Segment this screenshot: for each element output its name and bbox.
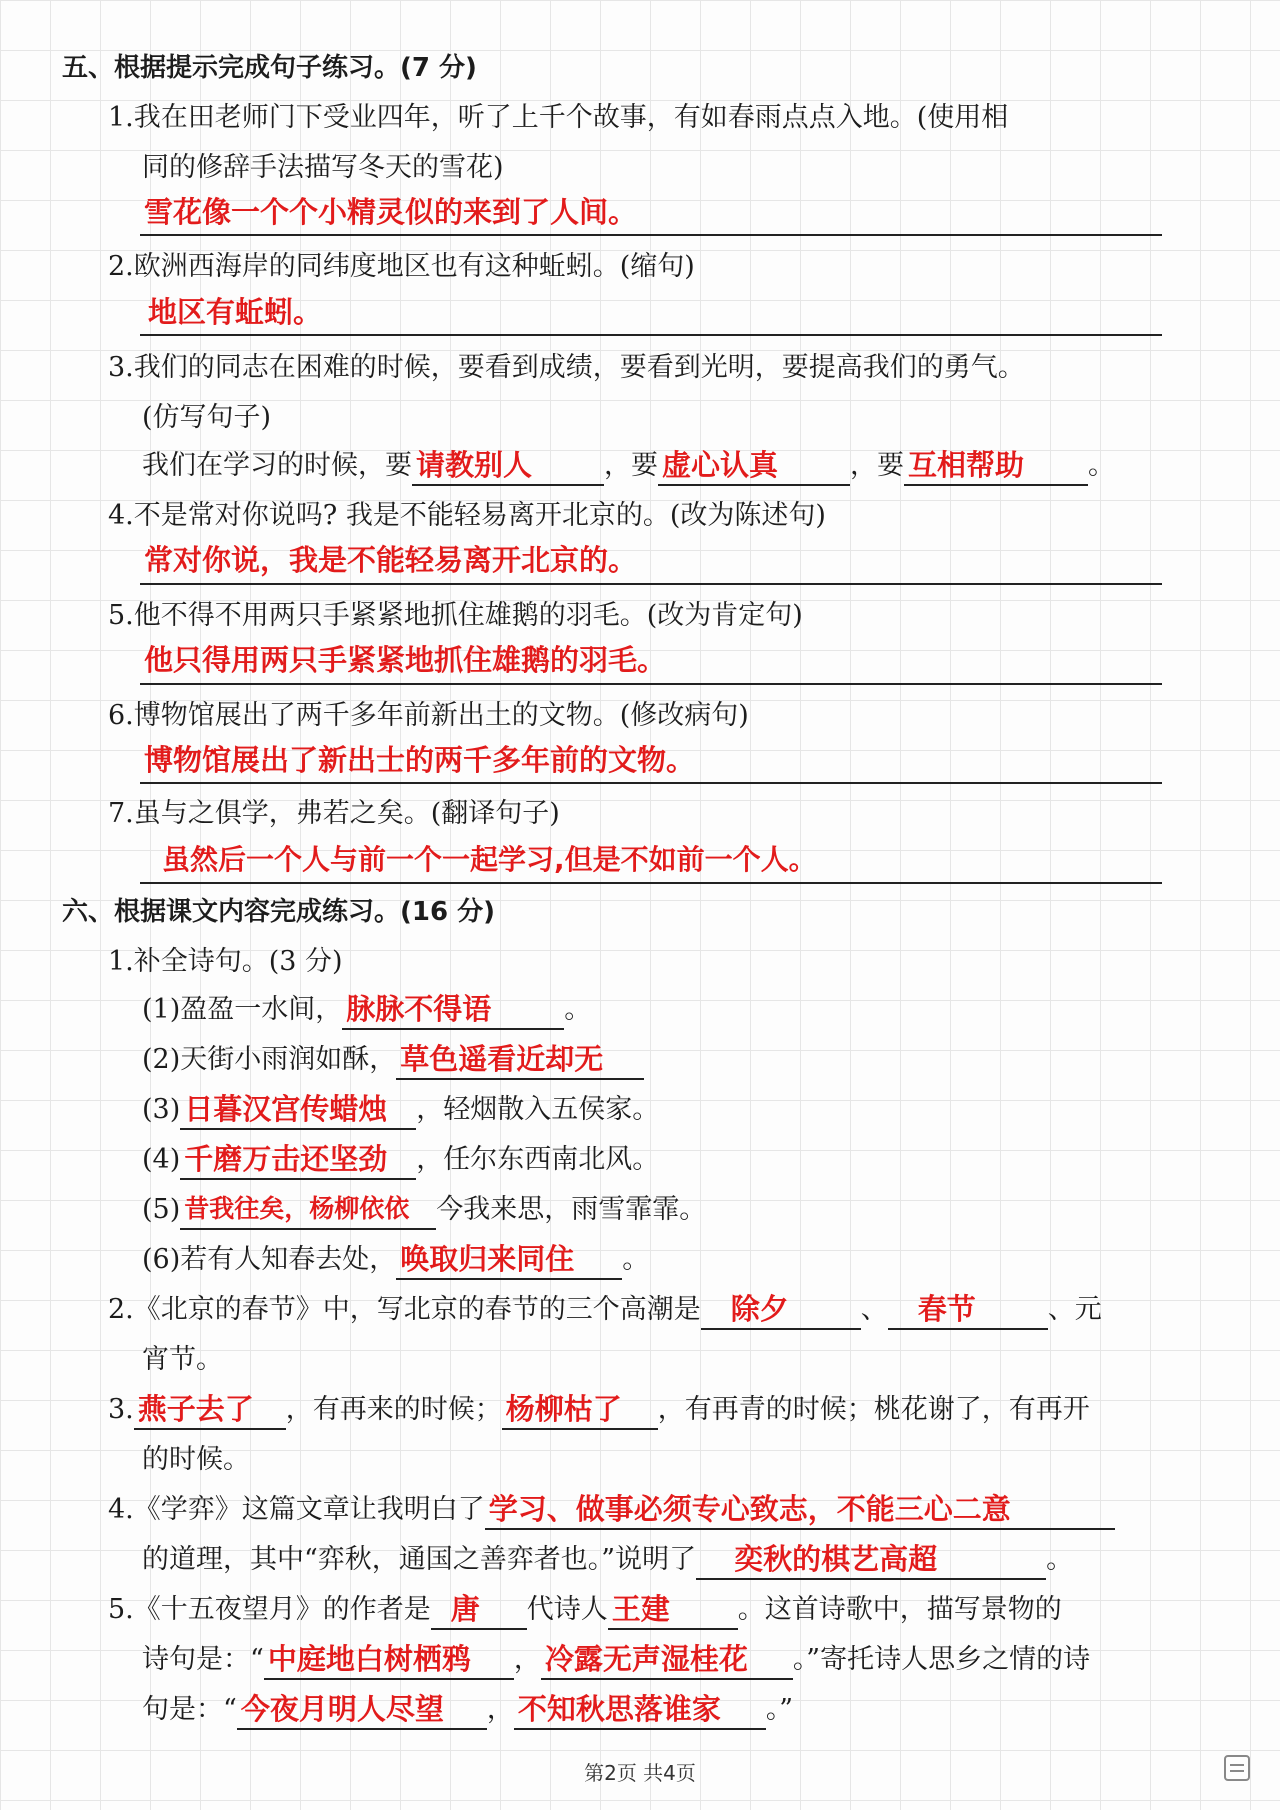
q6-5-line-3: 句是：“ 今夜月明人尽望 ， 不知秋思落谁家 。”: [142, 1690, 793, 1730]
poem-4-blank: 千磨万击还坚劲: [180, 1142, 416, 1180]
q6-5-blank-2: 王建: [608, 1592, 738, 1630]
q5-2-answer: 地区有蚯蚓。: [148, 295, 323, 329]
q5-3-text: 3.我们的同志在困难的时候，要看到成绩，要看到光明，要提高我们的勇气。: [108, 352, 1025, 383]
q6-3-line-2: 的时候。: [142, 1444, 250, 1475]
q5-3-imitation: 我们在学习的时候，要 请教别人 ，要 虚心认真 ，要 互相帮助 。: [142, 446, 1115, 486]
q6-3-blank-2: 杨柳枯了: [502, 1392, 658, 1430]
q6-1-text: 1.补全诗句。(3 分): [108, 946, 343, 977]
q6-4-blank-2: 奕秋的棋艺高超: [696, 1542, 1046, 1580]
q6-5-line-2: 诗句是：“ 中庭地白树栖鸦 ， 冷露无声湿桂花 。”寄托诗人思乡之情的诗: [142, 1640, 1090, 1680]
q6-5-blank-1: 唐: [431, 1592, 527, 1630]
q6-2-line-1: 2.《北京的春节》中，写北京的春节的三个高潮是 除夕 、 春节 、元: [108, 1290, 1102, 1330]
q5-4-text: 4.不是常对你说吗? 我是不能轻易离开北京的。(改为陈述句): [108, 500, 826, 531]
q5-2-text: 2.欧洲西海岸的同纬度地区也有这种蚯蚓。(缩句): [108, 251, 695, 282]
poem-1-blank: 脉脉不得语: [342, 992, 564, 1030]
poem-line-6: (6)若有人知春去处， 唤取归来同住 。: [142, 1240, 649, 1280]
answer-line: [140, 683, 1162, 685]
q5-1-text-cont: 同的修辞手法描写冬天的雪花): [142, 152, 504, 183]
q6-5-blank-3: 中庭地白树栖鸦: [264, 1642, 514, 1680]
q5-6-text: 6.博物馆展出了两千多年前新出土的文物。(修改病句): [108, 700, 749, 731]
answer-line: [140, 334, 1162, 336]
q6-4-line-2: 的道理，其中“弈秋，通国之善弈者也。”说明了 奕秋的棋艺高超 。: [142, 1540, 1073, 1580]
q6-5-blank-6: 不知秋思落谁家: [514, 1692, 766, 1730]
answer-line: [140, 234, 1162, 236]
page-number: 第2页 共4页: [584, 1761, 696, 1785]
q6-2-blank-1: 除夕: [701, 1292, 861, 1330]
q5-3-text-cont: (仿写句子): [142, 402, 272, 433]
q6-4-line-1: 4.《学弈》这篇文章让我明白了 学习、做事必须专心致志，不能三心二意: [108, 1490, 1115, 1530]
answer-line: [140, 583, 1162, 585]
q5-7-answer: 虽然后一个人与前一个一起学习,但是不如前一个人。: [162, 843, 817, 876]
poem-5-blank: 昔我往矣，杨柳依依: [180, 1192, 436, 1230]
q6-3-blank-1: 燕子去了: [134, 1392, 286, 1430]
poem-line-4: (4) 千磨万击还坚劲 ，任尔东西南北风。: [142, 1140, 659, 1180]
q5-3-blank-1: 请教别人: [412, 448, 604, 486]
q5-3-blank-2: 虚心认真: [658, 448, 850, 486]
poem-line-1: (1)盈盈一水间， 脉脉不得语 。: [142, 990, 591, 1030]
poem-3-blank: 日暮汉宫传蜡烛: [180, 1092, 416, 1130]
poem-line-5: (5) 昔我往矣，杨柳依依 今我来思，雨雪霏霏。: [142, 1190, 706, 1230]
q6-4-blank-1: 学习、做事必须专心致志，不能三心二意: [485, 1492, 1115, 1530]
q5-5-text: 5.他不得不用两只手紧紧地抓住雄鹅的羽毛。(改为肯定句): [108, 600, 803, 631]
q5-3-blank-3: 互相帮助: [904, 448, 1088, 486]
q6-2-blank-2: 春节: [888, 1292, 1048, 1330]
q6-5-blank-5: 今夜月明人尽望: [237, 1692, 487, 1730]
q6-5-blank-4: 冷露无声湿桂花: [541, 1642, 793, 1680]
q6-5-line-1: 5.《十五夜望月》的作者是 唐 代诗人 王建 。这首诗歌中，描写景物的: [108, 1590, 1062, 1630]
poem-2-blank: 草色遥看近却无: [396, 1042, 644, 1080]
q5-1-text: 1.我在田老师门下受业四年，听了上千个故事，有如春雨点点入地。(使用相: [108, 102, 1009, 133]
poem-line-3: (3) 日暮汉宫传蜡烛 ，轻烟散入五侯家。: [142, 1090, 659, 1130]
q6-3-line-1: 3. 燕子去了 ，有再来的时候； 杨柳枯了 ，有再青的时候；桃花谢了，有再开: [108, 1390, 1090, 1430]
answer-line: [140, 782, 1162, 784]
section-5-title: 五、根据提示完成句子练习。(7 分): [62, 53, 477, 83]
q5-6-answer: 博物馆展出了新出士的两千多年前的文物。: [144, 743, 696, 777]
answer-line: [140, 882, 1162, 884]
section-6-title: 六、根据课文内容完成练习。(16 分): [62, 897, 495, 927]
q5-7-text: 7.虽与之俱学，弗若之矣。(翻译句子): [108, 798, 560, 829]
q5-4-answer: 常对你说，我是不能轻易离开北京的。: [144, 543, 638, 577]
q5-5-answer: 他只得用两只手紧紧地抓住雄鹅的羽毛。: [144, 643, 667, 677]
menu-icon: [1224, 1755, 1250, 1781]
poem-6-blank: 唤取归来同住: [396, 1242, 622, 1280]
poem-line-2: (2)天街小雨润如酥， 草色遥看近却无: [142, 1040, 644, 1080]
q6-2-line-2: 宵节。: [142, 1344, 223, 1375]
q5-1-answer: 雪花像一个个小精灵似的来到了人间。: [144, 195, 638, 229]
